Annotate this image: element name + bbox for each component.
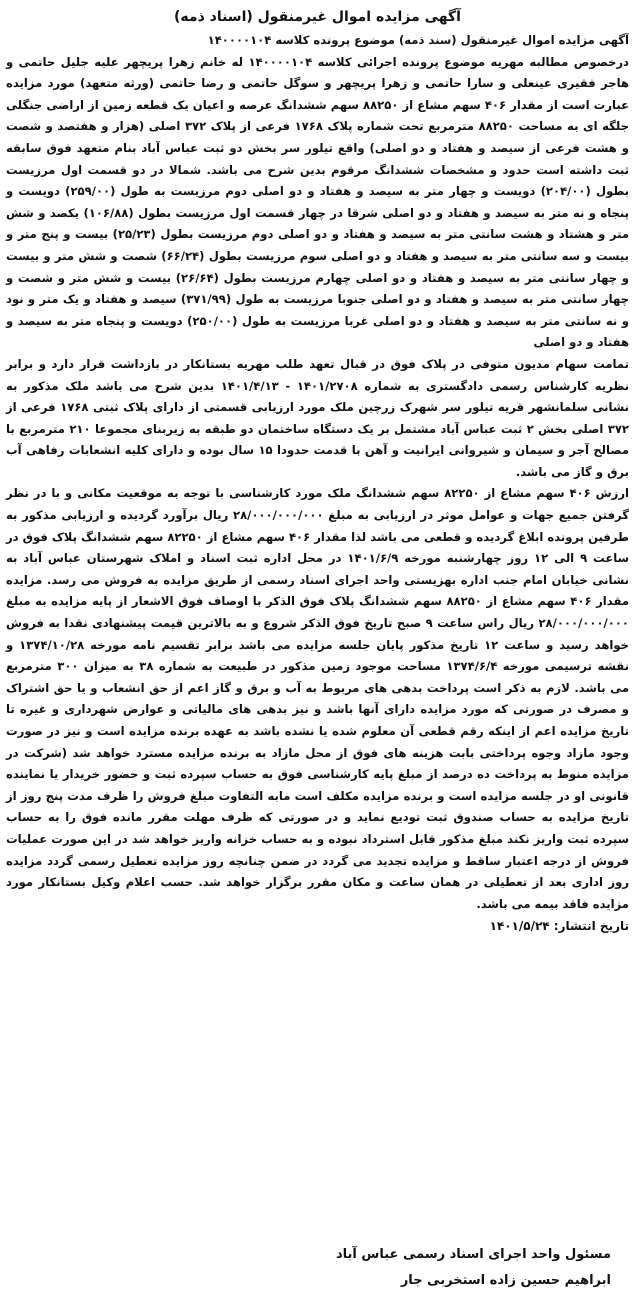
- notice-title: آگهی مزایده اموال غیرمنقول (اسناد ذمه): [174, 9, 461, 25]
- notice-paragraph-auction-terms: ارزش ۴۰۶ سهم مشاع از ۸۲۲۵۰ سهم ششدانگ ملک مورد کارشناسی با توجه به موقعیت مکانی و با در نظر گرفتن جمیع جهات و عوامل موثر در ارزیابی به مبلغ ۲۸/۰۰۰/۰۰۰/۰۰۰ ریال برآورد گردیده و ارزیابی مذکور به طرفین پرونده ابلاغ گردیده و قطعی می باشد لذا مقدار ۴۰۶ سهم مشاع از ۸۲۲۵۰ سهم ششدانگ پلاک فوق در ساعت ۹ الی ۱۲ روز چهارشنبه مورخه ۱۴۰۱/۶/۹ در محل اداره ثبت اسناد و املاک شهرستان عباس آباد به نشانی خیابان امام جنب اداره بهزیستی واحد اجرای اسناد رسمی از طریق مزایده به فروش می رسد. مزایده مقدار ۴۰۶ سهم مشاع از ۸۸۲۵۰ سهم ششدانگ پلاک فوق الذکر با اوصاف فوق الاشعار از پایه مزایده به مبلغ ۲۸/۰۰۰/۰۰۰/۰۰۰ ریال راس ساعت ۹ صبح تاریخ فوق الذکر شروع و به بالاترین قیمت پیشنهادی نقدا به فروش خواهد رسید و ساعت ۱۲ تاریخ مذکور پایان جلسه مزایده می باشد برابر تقسیم نامه مورخه ۱۳۷۴/۱۰/۲۸ و نقشه ترسیمی مورخه ۱۳۷۴/۶/۴ مساحت موجود زمین مذکور در طبیعت به شماره ۳۸ به میزان ۳۰۰ مترمربع می باشد. لازم به ذکر است پرداخت بدهی های مربوط به آب و برق و گاز اعم از حق انشعاب و یا حق اشتراک و مصرف در صورتی که مورد مزایده دارای آنها باشد و نیز بدهی های مالیاتی و عوارض شهرداری و غیره تا تاریخ مزایده اعم از اینکه رقم قطعی آن معلوم شده یا نشده باشد به عهده برنده مزایده است و نیز در صورت وجود مازاد وجوه پرداختی بابت هزینه های فوق از محل مازاد به برنده مزایده مسترد خواهد شد (شرکت در مزایده منوط به پرداخت ده درصد از مبلغ پایه کارشناسی فوق به حساب سپرده ثبت و حضور خریدار یا نماینده قانونی او در جلسه مزایده است و برنده مزایده مکلف است مابه التفاوت مبلغ فروش را ظرف مدت پنج روز از تاریخ مزایده به حساب صندوق ثبت تودیع نماید و در صورتی که ظرف مهلت مقرر مانده فوق را به حساب سپرده ثبت واریز نکند مبلغ مذکور قابل استرداد نبوده و به حساب خزانه واریز خواهد شد در این صورت عملیات فروش از درجه اعتبار ساقط و مزایده تجدید می گردد در ضمن چنانچه روز مزایده تعطیل رسمی گردد مزایده روز اداری بعد از تعطیلی در همان ساعت و مکان مقرر برگزار خواهد شد. حسب اعلام وکیل بستانکار مورد مزایده فاقد بیمه می باشد.: [6, 486, 629, 911]
- auction-notice: [6, 6, 629, 937]
- notice-paragraph-appraisal: تمامت سهام مدیون متوفی در پلاک فوق در قبال تعهد طلب مهریه بستانکار در بازداشت قرار دارد و برابر نظریه کارشناس رسمی دادگستری به شماره ۱۴۰۱/۲۷۰۸ - ۱۴۰۱/۴/۱۳ بدین شرح می باشد ملک مذکور به نشانی سلمانشهر قریه تیلور سر شهرک زرچین ملک مورد ارزیابی قسمتی از دارای پلاک ثبتی ۱۷۶۸ فرعی از ۳۷۲ اصلی بخش ۲ ثبت عباس آباد مشتمل بر یک دستگاه ساختمان دو طبقه به زیربنای مجموعا ۲۱۰ مترمربع با مصالح آجر و سیمان و شیروانی ایرانیت و آهن با قدمت حدودا ۱۵ سال بوده و دارای کلیه انشعابات رفاهی آب برق و گاز می باشد.: [6, 356, 630, 479]
- notice-heading: آگهی مزایده اموال غیرمنقول (سند ذمه) موضوع پرونده کلاسه ۱۴۰۰۰۰۱۰۴: [207, 33, 629, 47]
- signature-role: مسئول واحد اجرای اسناد رسمی عباس آباد: [336, 1247, 611, 1262]
- signature-name: ابراهیم حسین زاده استخربی جار: [400, 1273, 611, 1288]
- notice-paragraph-property: درخصوص مطالبه مهریه موضوع پرونده اجرائی کلاسه ۱۴۰۰۰۰۱۰۴ له خانم زهرا پریچهر علیه جلیل حاتمی و هاجر فقیری عینعلی و سارا حاتمی و زهرا پریچهر و سوگل حاتمی و رضا حاتمی (ورثه متعهد) مورد مزایده عبارت است از مقدار ۴۰۶ سهم مشاع از ۸۸۲۵۰ سهم ششدانگ عرصه و اعیان یک قطعه زمین از اراضی جنگلی جلگه ای به مساحت ۸۸۲۵۰ مترمربع تحت شماره پلاک ۱۷۶۸ فرعی از پلاک ۳۷۲ اصلی (هزار و هفتصد و شصت و هشت فرعی از سیصد و هفتاد و دو اصلی) واقع تیلور سر بخش دو ثبت عباس آباد بنام متعهد فوق سابقه ثبت داشته است حدود و مشخصات ششدانگ مرقوم بدین شرح می باشد. شمالا در دو قسمت اول مرزیست بطول (۲۰۴/۰۰) دویست و چهار متر به سیصد و هفتاد و دو اصلی دوم مرزیست به طول (۲۵۹/۰۰) دویست و پنجاه و نه متر به سیصد و هفتاد و دو اصلی شرقا در چهار قسمت اول مرزیست بطول (۱۰۶/۸۸) یکصد و شش متر و هشتاد و هشت سانتی متر به سیصد و هفتاد و دو اصلی دوم مرزیست بطول (۲۵/۲۳) بیست و پنج متر و بیست و سه سانتی متر به سیصد و هفتاد و دو اصلی سوم مرزیست بطول (۶۶/۲۴) شصت و شش متر و بیست و چهار سانتی متر به سیصد و هفتاد و دو اصلی چهارم مرزیست بطول (۲۶/۶۴) بیست و شش متر و شصت و چهار سانتی متر به سیصد و هفتاد و دو اصلی جنوبا مرزیست به طول (۳۷۱/۹۹) سیصد و هفتاد و یک متر و نود و نه سانتی متر به سیصد و هفتاد و دو اصلی غربا مرزیست به طول (۲۵۰/۰۰) دویست و پنجاه متر به سیصد و هفتاد و دو اصلی: [6, 54, 630, 350]
- signature-block: [336, 1242, 611, 1294]
- publish-date: تاریخ انتشار: ۱۴۰۱/۵/۲۴: [489, 919, 629, 934]
